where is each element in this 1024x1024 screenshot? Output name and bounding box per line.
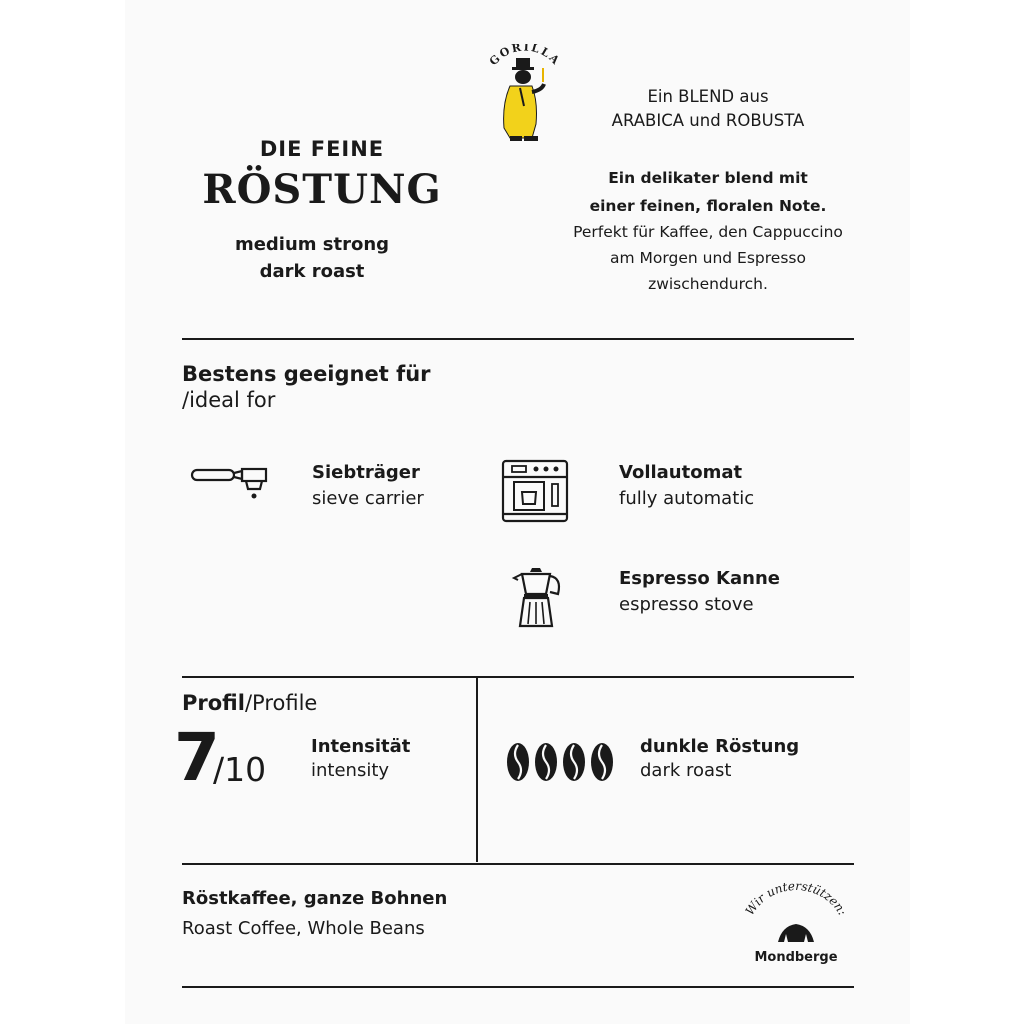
- roast-label: dunkle Röstung: [640, 736, 800, 757]
- blend-line2: ARABICA und ROBUSTA: [611, 111, 805, 130]
- hero-line1: DIE FEINE: [259, 137, 385, 161]
- blend-bold1: Ein delikater blend mit: [608, 169, 808, 187]
- product-type-en: Roast Coffee, Whole Beans: [182, 918, 425, 939]
- blend-bold2: einer feinen, floralen Note.: [589, 197, 827, 215]
- divider-3: [182, 863, 854, 865]
- hero-title: RÖSTUNG: [202, 166, 442, 213]
- blend-text2: am Morgen und Espresso: [610, 249, 806, 267]
- hero-roast: dark roast: [259, 261, 365, 282]
- svg-text:Wir unterstützen:: [743, 882, 850, 918]
- profile-title-en: /Profile: [244, 691, 318, 715]
- roast-beans: [506, 740, 616, 784]
- moka-pot-icon: [508, 564, 564, 630]
- hero-strength: medium strong: [234, 234, 390, 255]
- moka-sub: espresso stove: [619, 594, 754, 615]
- coffee-bean-icon: [507, 743, 529, 781]
- suited-title: Bestens geeignet für: [182, 362, 431, 386]
- blend-text1: Perfekt für Kaffee, den Cappuccino: [573, 223, 843, 241]
- gorilla-silhouette-icon: [778, 924, 814, 942]
- profile-vertical-divider: [476, 676, 478, 862]
- portafilter-sub: sieve carrier: [312, 488, 424, 509]
- gorilla-logo: [480, 44, 570, 149]
- portafilter-icon: [190, 462, 270, 506]
- profile-title: Profil: [182, 691, 245, 715]
- blend-text3: zwischendurch.: [648, 275, 768, 293]
- intensity-value: 7: [174, 719, 220, 796]
- divider-1: [182, 338, 854, 340]
- blend-line1: Ein BLEND aus: [647, 87, 769, 106]
- coffee-bean-icon: [535, 743, 557, 781]
- intensity-sub: intensity: [311, 760, 390, 781]
- intensity-scale: /10: [213, 750, 267, 789]
- coffee-bean-icon: [591, 743, 613, 781]
- support-text: Wir unterstützen:: [742, 882, 850, 918]
- portafilter-label: Siebträger: [312, 462, 420, 483]
- machine-sub: fully automatic: [619, 488, 755, 509]
- moka-label: Espresso Kanne: [619, 568, 780, 589]
- divider-2: [182, 676, 854, 678]
- coffee-bean-icon: [563, 743, 585, 781]
- gorilla-mascot-icon: [480, 44, 570, 149]
- machine-label: Vollautomat: [619, 462, 743, 483]
- logo-word: GORILLA: [486, 44, 564, 69]
- roast-sub: dark roast: [640, 760, 732, 781]
- coffee-machine-icon: [500, 458, 570, 524]
- support-stamp: [738, 882, 854, 968]
- intensity-label: Intensität: [311, 736, 411, 757]
- profile-heading: [182, 690, 317, 716]
- product-type: Röstkaffee, ganze Bohnen: [182, 888, 448, 909]
- divider-4: [182, 986, 854, 988]
- suited-subtitle: /ideal for: [182, 388, 276, 412]
- support-name: Mondberge: [754, 950, 838, 965]
